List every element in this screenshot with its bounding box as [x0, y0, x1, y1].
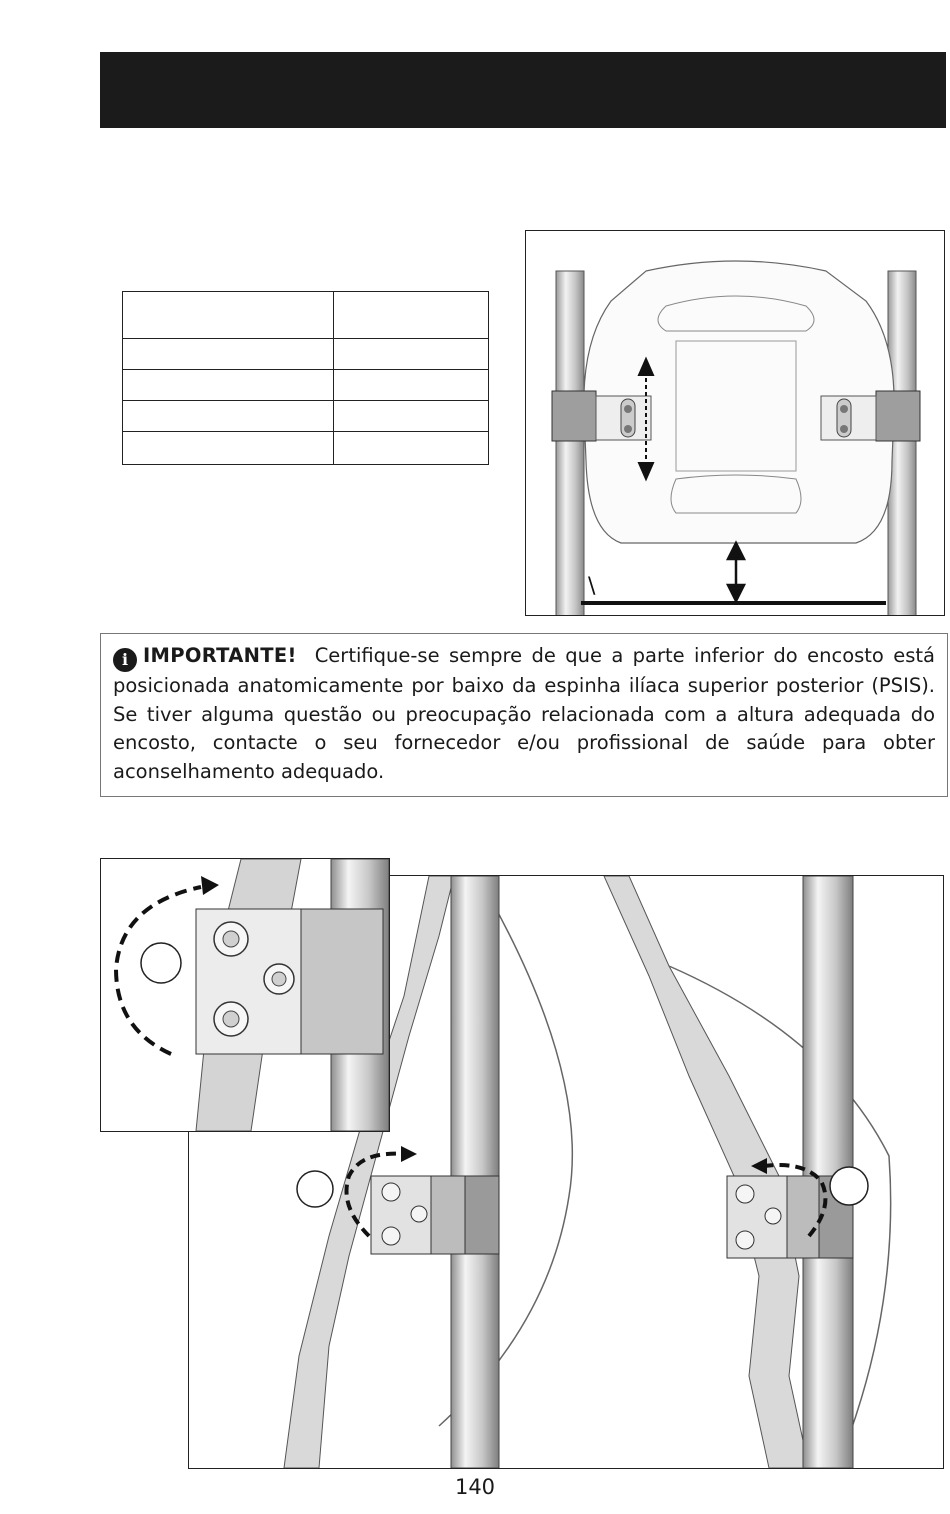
table-cell [123, 339, 334, 370]
reference-marker: \ [588, 574, 596, 599]
right-shell-edge [604, 876, 809, 1468]
left-bracket [552, 391, 651, 441]
right-callout-circle [830, 1167, 868, 1205]
table-cell [123, 370, 334, 401]
table-row [123, 292, 489, 339]
height-measure-arrow [728, 543, 744, 601]
left-tube [556, 271, 584, 615]
table-cell [334, 292, 489, 339]
left-tube [451, 876, 499, 1468]
left-callout-circle [297, 1171, 333, 1207]
table-cell [334, 401, 489, 432]
table-row [123, 432, 489, 465]
table-cell [123, 401, 334, 432]
table-cell [334, 370, 489, 401]
page-number: 140 [454, 1475, 496, 1499]
table-cell [334, 339, 489, 370]
table-cell [123, 292, 334, 339]
inset-callout-circle [141, 943, 181, 983]
notice-heading: IMPORTANTE! [143, 644, 297, 667]
spec-table [122, 291, 489, 465]
left-clamp [371, 1176, 499, 1254]
table-cell [334, 432, 489, 465]
table-row [123, 339, 489, 370]
important-notice [100, 633, 948, 797]
table-cell [123, 432, 334, 465]
notice-body: Certifique-se sempre de que a parte inferior do encosto está posicionada anatomicamente por baixo da espinha ilíaca superior posterior (PSIS). Se tiver alguma questão ou preocupação relacionada com a altura adequada do encosto, contacte o seu fornecedor e/ou profissional de saúde para obter aconselhamento adequado. [113, 644, 935, 783]
inset-detail-figure [100, 858, 390, 1132]
header-bar [100, 52, 946, 128]
backrest-height-figure [525, 230, 945, 616]
table-row [123, 401, 489, 432]
right-bracket [821, 391, 920, 441]
inset-clamp [196, 909, 383, 1054]
table-row [123, 370, 489, 401]
info-icon: i [113, 648, 137, 672]
